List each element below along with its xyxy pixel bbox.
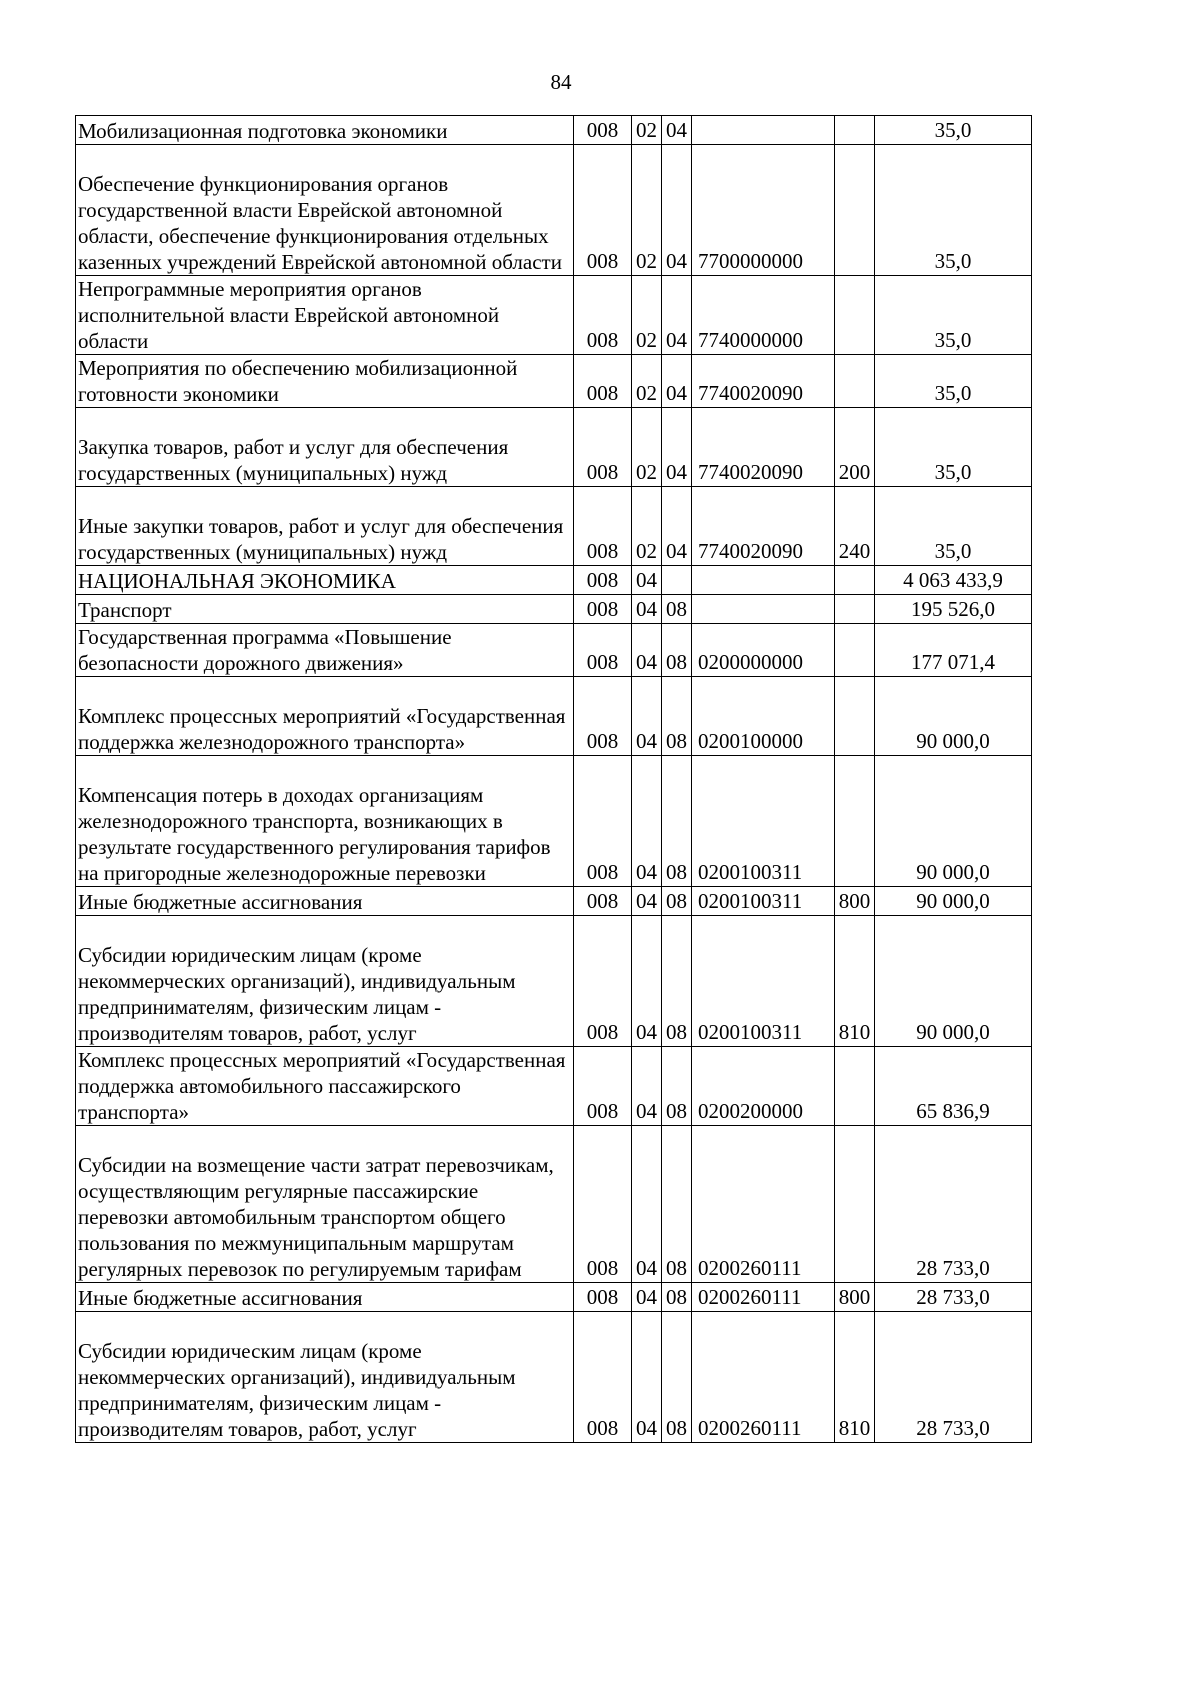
row-name: Мобилизационная подготовка экономики (76, 116, 574, 145)
row-rz-code: 02 (632, 116, 662, 145)
row-gr-code: 008 (574, 276, 632, 355)
row-csr-code: 0200100311 (692, 756, 835, 887)
row-vr-code (835, 276, 875, 355)
row-rz-code: 04 (632, 624, 662, 677)
row-gr-code: 008 (574, 595, 632, 624)
row-pr-code: 08 (662, 624, 692, 677)
row-csr-code: 7740020090 (692, 487, 835, 566)
row-pr-code: 08 (662, 1283, 692, 1312)
row-sum: 35,0 (875, 355, 1032, 408)
row-gr-code: 008 (574, 677, 632, 756)
row-rz-code: 04 (632, 1283, 662, 1312)
row-csr-code: 0200260111 (692, 1312, 835, 1443)
row-rz-code: 02 (632, 408, 662, 487)
row-pr-code: 08 (662, 1047, 692, 1126)
row-vr-code (835, 677, 875, 756)
row-rz-code: 04 (632, 1312, 662, 1443)
row-rz-code: 04 (632, 756, 662, 887)
row-rz-code: 04 (632, 1047, 662, 1126)
row-csr-code: 0200200000 (692, 1047, 835, 1126)
row-vr-code: 800 (835, 887, 875, 916)
row-sum: 35,0 (875, 276, 1032, 355)
row-name: Мероприятия по обеспечению мобилизационной готовности экономики (76, 355, 574, 408)
row-sum: 90 000,0 (875, 677, 1032, 756)
row-csr-code: 0200100311 (692, 916, 835, 1047)
row-vr-code (835, 624, 875, 677)
page-number: 84 (550, 70, 572, 94)
table-row (76, 1283, 1032, 1312)
row-csr-code: 7700000000 (692, 145, 835, 276)
row-gr-code: 008 (574, 756, 632, 887)
row-rz-code: 04 (632, 677, 662, 756)
row-gr-code: 008 (574, 1047, 632, 1126)
row-rz-code: 04 (632, 887, 662, 916)
row-pr-code: 08 (662, 1126, 692, 1283)
row-vr-code (835, 116, 875, 145)
row-pr-code: 04 (662, 408, 692, 487)
row-rz-code: 04 (632, 1126, 662, 1283)
row-name: Субсидии юридическим лицам (кроме некоммерческих организаций), индивидуальным предпринимателям, физическим лицам - производителям товаров, работ, услуг (76, 916, 574, 1047)
row-csr-code: 0200100000 (692, 677, 835, 756)
row-rz-code: 02 (632, 276, 662, 355)
row-rz-code: 02 (632, 487, 662, 566)
row-name: Комплекс процессных мероприятий «Государственная поддержка автомобильного пассажирского транспорта» (76, 1047, 574, 1126)
row-vr-code: 810 (835, 1312, 875, 1443)
row-sum: 90 000,0 (875, 887, 1032, 916)
row-sum: 35,0 (875, 145, 1032, 276)
row-vr-code: 200 (835, 408, 875, 487)
row-name: НАЦИОНАЛЬНАЯ ЭКОНОМИКА (76, 566, 574, 595)
row-vr-code (835, 1126, 875, 1283)
row-rz-code: 04 (632, 566, 662, 595)
row-pr-code: 08 (662, 595, 692, 624)
table-body (76, 116, 1032, 1443)
row-sum: 28 733,0 (875, 1126, 1032, 1283)
row-rz-code: 02 (632, 145, 662, 276)
row-gr-code: 008 (574, 116, 632, 145)
table-row (76, 1312, 1032, 1443)
row-vr-code (835, 566, 875, 595)
table-row (76, 916, 1032, 1047)
row-pr-code: 08 (662, 916, 692, 1047)
row-name: Субсидии на возмещение части затрат перевозчикам, осуществляющим регулярные пассажирские перевозки автомобильным транспортом общего пользования по межмуниципальным маршрутам регулярных перевозок по регулируемым тарифам (76, 1126, 574, 1283)
row-sum: 28 733,0 (875, 1312, 1032, 1443)
row-name: Иные бюджетные ассигнования (76, 1283, 574, 1312)
row-csr-code (692, 116, 835, 145)
row-gr-code: 008 (574, 408, 632, 487)
row-rz-code: 02 (632, 355, 662, 408)
row-pr-code: 04 (662, 355, 692, 408)
table-row (76, 145, 1032, 276)
row-csr-code: 7740020090 (692, 408, 835, 487)
row-csr-code: 0200260111 (692, 1126, 835, 1283)
table-row (76, 624, 1032, 677)
row-sum: 28 733,0 (875, 1283, 1032, 1312)
row-csr-code: 0200100311 (692, 887, 835, 916)
row-sum: 35,0 (875, 116, 1032, 145)
row-pr-code: 04 (662, 116, 692, 145)
row-pr-code: 08 (662, 756, 692, 887)
row-gr-code: 008 (574, 1312, 632, 1443)
row-gr-code: 008 (574, 1126, 632, 1283)
table-row (76, 887, 1032, 916)
row-vr-code: 240 (835, 487, 875, 566)
row-pr-code: 08 (662, 677, 692, 756)
row-sum: 35,0 (875, 487, 1032, 566)
row-pr-code (662, 566, 692, 595)
row-name: Комплекс процессных мероприятий «Государственная поддержка железнодорожного транспорта» (76, 677, 574, 756)
table-row (76, 276, 1032, 355)
row-pr-code: 08 (662, 887, 692, 916)
row-vr-code (835, 355, 875, 408)
table-row (76, 566, 1032, 595)
row-gr-code: 008 (574, 566, 632, 595)
row-sum: 195 526,0 (875, 595, 1032, 624)
row-csr-code: 7740020090 (692, 355, 835, 408)
row-sum: 90 000,0 (875, 916, 1032, 1047)
row-vr-code (835, 1047, 875, 1126)
table-row (76, 1047, 1032, 1126)
row-csr-code: 0200260111 (692, 1283, 835, 1312)
row-sum: 4 063 433,9 (875, 566, 1032, 595)
row-name: Компенсация потерь в доходах организациям железнодорожного транспорта, возникающих в результате государственного регулирования тарифов на пригородные железнодорожные перевозки (76, 756, 574, 887)
row-gr-code: 008 (574, 624, 632, 677)
row-vr-code (835, 145, 875, 276)
row-vr-code (835, 595, 875, 624)
table-row (76, 355, 1032, 408)
row-gr-code: 008 (574, 355, 632, 408)
table-row (76, 756, 1032, 887)
row-sum: 65 836,9 (875, 1047, 1032, 1126)
row-pr-code: 04 (662, 276, 692, 355)
row-csr-code: 7740000000 (692, 276, 835, 355)
row-pr-code: 08 (662, 1312, 692, 1443)
budget-table (75, 115, 1032, 1443)
row-name: Иные закупки товаров, работ и услуг для обеспечения государственных (муниципальных) нужд (76, 487, 574, 566)
row-sum: 90 000,0 (875, 756, 1032, 887)
row-name: Закупка товаров, работ и услуг для обеспечения государственных (муниципальных) нужд (76, 408, 574, 487)
row-rz-code: 04 (632, 595, 662, 624)
row-name: Государственная программа «Повышение безопасности дорожного движения» (76, 624, 574, 677)
table-row (76, 677, 1032, 756)
row-vr-code (835, 756, 875, 887)
row-gr-code: 008 (574, 887, 632, 916)
row-name: Транспорт (76, 595, 574, 624)
row-gr-code: 008 (574, 487, 632, 566)
row-pr-code: 04 (662, 487, 692, 566)
row-name: Субсидии юридическим лицам (кроме некоммерческих организаций), индивидуальным предпринимателям, физическим лицам - производителям товаров, работ, услуг (76, 1312, 574, 1443)
row-gr-code: 008 (574, 145, 632, 276)
table-row (76, 1126, 1032, 1283)
row-csr-code: 0200000000 (692, 624, 835, 677)
row-vr-code: 810 (835, 916, 875, 1047)
row-gr-code: 008 (574, 916, 632, 1047)
row-pr-code: 04 (662, 145, 692, 276)
row-csr-code (692, 566, 835, 595)
row-name: Обеспечение функционирования органов государственной власти Еврейской автономной области, обеспечение функционирования отдельных казенных учреждений Еврейской автономной области (76, 145, 574, 276)
row-sum: 35,0 (875, 408, 1032, 487)
row-gr-code: 008 (574, 1283, 632, 1312)
table-row (76, 487, 1032, 566)
row-sum: 177 071,4 (875, 624, 1032, 677)
row-rz-code: 04 (632, 916, 662, 1047)
row-vr-code: 800 (835, 1283, 875, 1312)
table-row (76, 595, 1032, 624)
table-row (76, 408, 1032, 487)
row-name: Непрограммные мероприятия органов исполнительной власти Еврейской автономной области (76, 276, 574, 355)
row-csr-code (692, 595, 835, 624)
row-name: Иные бюджетные ассигнования (76, 887, 574, 916)
table-row (76, 116, 1032, 145)
